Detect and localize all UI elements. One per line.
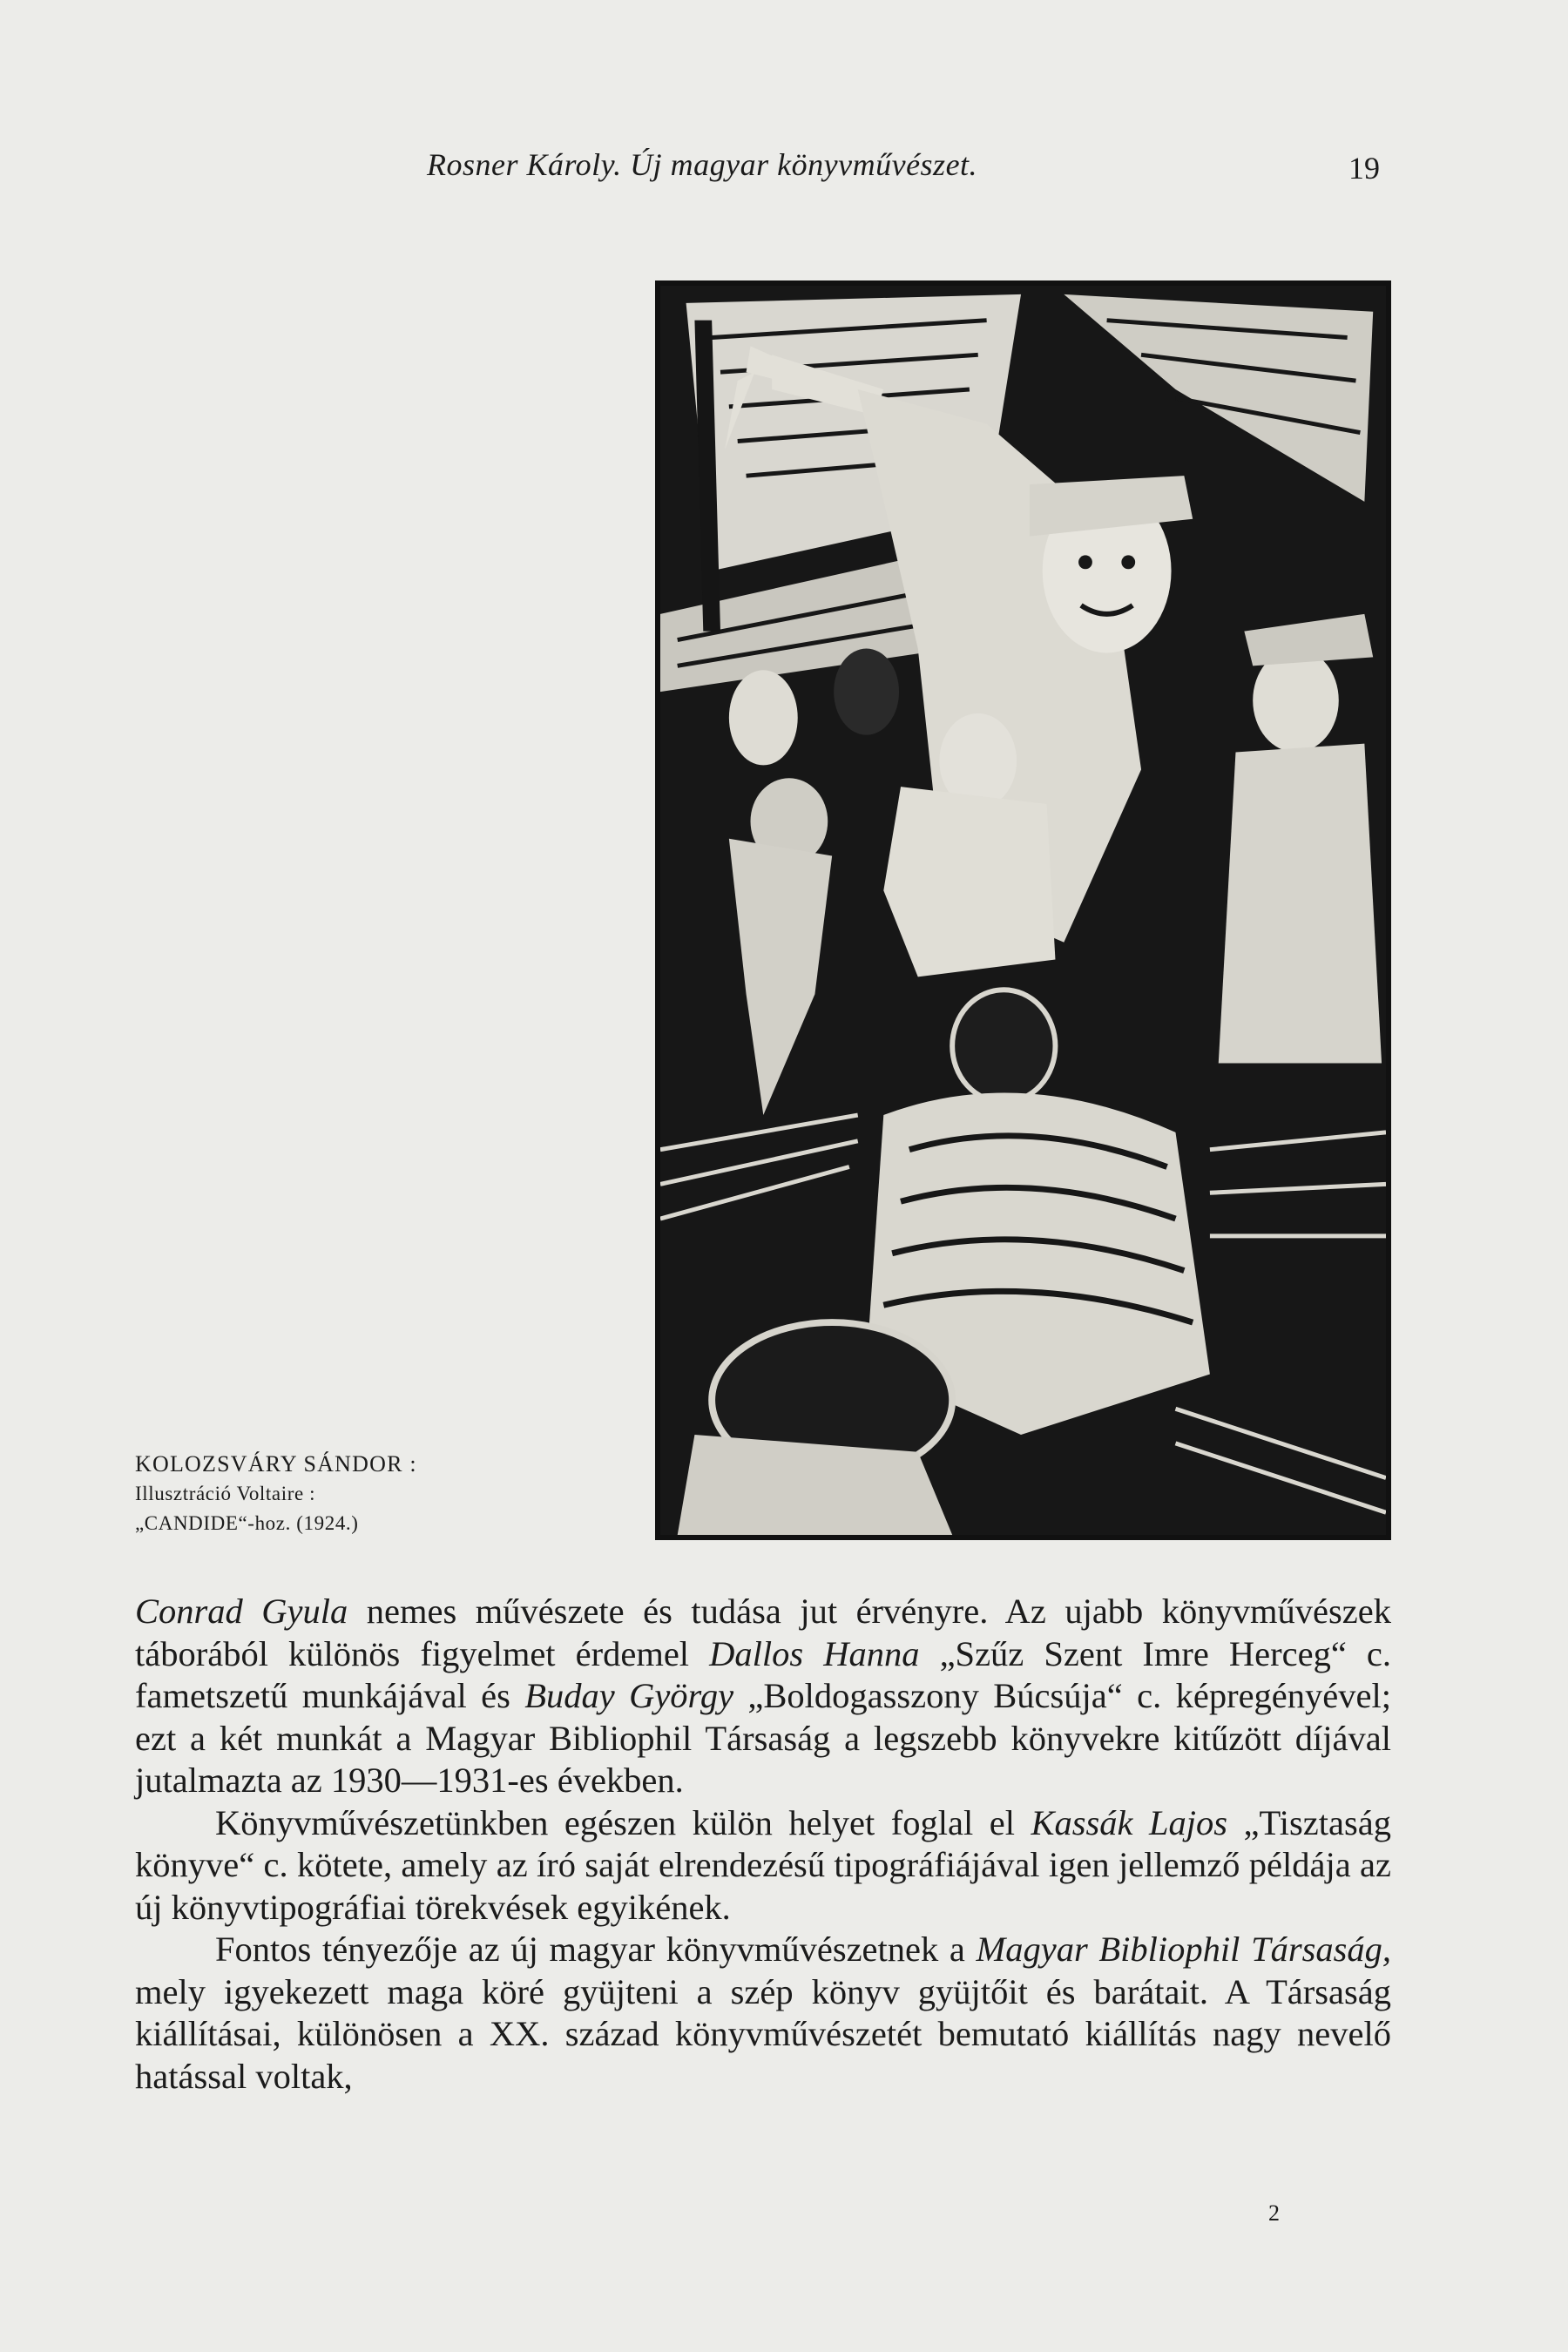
woodcut-image [660,286,1386,1535]
page-number: 19 [1348,151,1380,186]
caption-line-2: Illusztráció Voltaire : [135,1483,316,1504]
caption-artist: KOLOZSVÁRY SÁNDOR : [135,1451,417,1477]
text-run: nemes művészete és tudása jut érvényre. Az ujabb könyvművészek táborából különös figyelmet érdemel [135,1592,1391,1673]
signature-mark: 2 [1268,2200,1280,2226]
italic-name-run: Buday György [524,1676,734,1715]
text-run: Fontos tényezője az új magyar könyvművészetnek a [215,1930,977,1969]
body-paragraph-1 [135,1591,1391,1802]
body-text [135,1591,1391,2098]
body-paragraph-2 [135,1802,1391,1930]
running-header-title: Rosner Károly. Új magyar könyvművészet. [427,147,978,182]
caption-line-3: „CANDIDE“-hoz. (1924.) [135,1512,359,1534]
text-run: mely igyekezett maga köré gyüjteni a szép könyv gyüjtőit és barátait. A Társaság kiállításai, különösen a XX. század könyvművészetét bemutató kiállítás nagy nevelő hatással voltak, [135,1971,1391,2096]
italic-name-run: Conrad Gyula [135,1592,348,1631]
italic-name-run: Dallos Hanna [709,1633,920,1673]
text-run: Könyvművészetünkben egészen külön helyet foglal el [215,1802,1031,1842]
body-paragraph-3 [135,1929,1391,2098]
text-run: „Szűz Szent Imre Herceg“ c. fametszetű munkájával és [135,1633,1391,1715]
italic-name-run: Magyar Bibliophil Társaság, [976,1930,1392,1969]
illustration-caption [135,1450,417,1538]
text-run: „Boldogasszony Búcsúja“ c. képregényével; ezt a két munkát a Magyar Bibliophil Társaság a legszebb könyvekre kitűzött díjával jutalmazta az 1930—1931-es években. [135,1676,1391,1800]
woodcut-illustration [655,280,1391,1540]
text-run: „Tisztaság könyve“ c. kötete, amely az író saját elrendezésű tipográfiájával igen jellemző példája az új könyvtipográfiai törekvések egyikének. [135,1802,1391,1927]
italic-name-run: Kassák Lajos [1031,1802,1227,1842]
